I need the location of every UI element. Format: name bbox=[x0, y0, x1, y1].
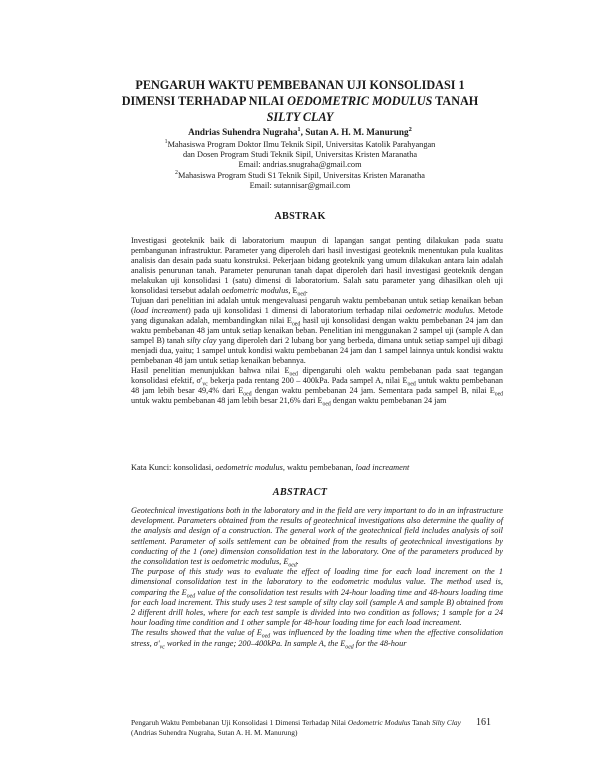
abstract-p3-sub-2: vc bbox=[159, 644, 165, 651]
abstract-p3-sub-1: oed bbox=[261, 634, 271, 641]
affiliation-2-sup: 2 bbox=[175, 169, 178, 176]
abstract-p2-sub: oed bbox=[186, 593, 196, 600]
affiliation-1-sup: 1 bbox=[164, 139, 168, 146]
page-number: 161 bbox=[476, 717, 491, 728]
abstrak-p3-sub-2: vc bbox=[202, 381, 208, 388]
abstrak-p2-c: . Metode yang digunakan adalah, membandingkan nilai E bbox=[131, 306, 503, 325]
abstract-p3-d: for the 48-hour bbox=[353, 638, 407, 648]
abstract-p1-text: Geotechnical investigations both in the laboratory and in the field are very important to do in an infrastructure development. Parameters obtained from the results of geotechnical investigations also determine the quality of the analysis and design of a construction. The general work of the geotechnical field includes analysis of soil settlement. Parameter of soils settlement can be obtained from the results of geotechnical investigations by conducting of the 1 (one) dimension consolidation test in the laboratory. One of the parameters produced by the consolidation test is oedometric modulus, E bbox=[131, 506, 503, 567]
affiliation-1-line-2: dan Dosen Program Studi Teknik Sipil, Universitas Kristen Maranatha bbox=[182, 150, 418, 160]
footer-line-1-italic-2: Silty Clay bbox=[431, 718, 461, 727]
abstrak-p2-b: ) pada uji konsolidasi 1 dimensi di laboratorium terhadap nilai bbox=[187, 306, 406, 315]
abstract-paragraph-3 bbox=[131, 628, 503, 651]
title-line-3-italic: SILTY CLAY bbox=[266, 110, 334, 124]
affiliation-2-email: Email: sutannisar@gmail.com bbox=[249, 180, 351, 190]
keyword-italic-2: load increament bbox=[355, 463, 410, 472]
abstract-p3-c: worked in the range; 200–400kPa. In sample A, the E bbox=[164, 638, 346, 648]
abstract-p1-end: . bbox=[296, 557, 299, 567]
footer-line-1-b: Tanah bbox=[410, 718, 432, 727]
author-2-sup: 2 bbox=[408, 125, 412, 133]
abstrak-body bbox=[131, 236, 503, 406]
affiliation-1-text: Mahasiswa Program Doktor Ilmu Teknik Sipil, Universitas Katolik Parahyangan bbox=[167, 140, 436, 149]
page-footer bbox=[131, 718, 503, 737]
abstrak-p2-e: yang diperoleh dari 2 lubang bor yang berbeda, dimana untuk setiap sampel uji dibagi menjadi dua, yaitu; 1 sampel untuk kondisi waktu pembebanan 24 jam dan 1 sampel lainnya untuk kondisi waktu pembebanan 48 jam untuk setiap kenaikan bebannya. bbox=[131, 336, 504, 365]
abstract-p3-a: The results showed that the value of E bbox=[131, 628, 262, 638]
keywords-mid: , waktu pembebanan, bbox=[282, 463, 356, 472]
abstrak-paragraph-3 bbox=[131, 366, 503, 406]
title-line-3 bbox=[100, 109, 500, 125]
footer-line-2: (Andrias Suhendra Nugraha, Sutan A. H. M. Manurung) bbox=[131, 727, 298, 737]
abstrak-p2-a: Tujuan dari penelitian ini adalah untuk mengevaluasi pengaruh waktu pembebanan untuk setiap kenaikan beban ( bbox=[131, 296, 503, 315]
title-line-2 bbox=[100, 93, 500, 109]
abstrak-paragraph-1 bbox=[131, 236, 503, 296]
footer-line-1-italic: Oedometric Modulus bbox=[347, 718, 411, 727]
keywords bbox=[131, 463, 503, 473]
author-separator: , bbox=[300, 127, 306, 137]
abstract-p3-b: was influenced by the loading time when the effective consolidation stress, σ' bbox=[131, 628, 503, 648]
abstrak-p3-sub-3: oed bbox=[407, 381, 416, 388]
keywords-label: Kata Kunci: konsolidasi, bbox=[131, 463, 216, 472]
abstract-p2-b: value of the consolidation test results with 24-hour loading time and 48-hours loading time for each load increment. This study uses 2 test sample of silty clay soil (sample A and sample B) obtained from 2 different drill holes, where for each test sample is divided into two condition as follows; 1 sample for a 24 hour loading time condition and 1 other sample for 48-hour loading time for each load increament. bbox=[131, 587, 503, 628]
abstract-p1-sub: oed bbox=[288, 562, 297, 569]
title-line-1: PENGARUH WAKTU PEMBEBANAN UJI KONSOLIDASI 1 bbox=[135, 78, 465, 92]
abstrak-p3-sub-4: oed bbox=[243, 391, 252, 398]
title-line-2-part-c: TANAH bbox=[432, 94, 479, 108]
abstrak-p3-g: dengan waktu pembebanan 24 jam bbox=[330, 396, 447, 405]
author-1-sup: 1 bbox=[297, 125, 301, 133]
abstrak-paragraph-2 bbox=[131, 296, 503, 366]
abstrak-p3-sub-6: oed bbox=[322, 401, 331, 408]
author-1: Andrias Suhendra Nugraha bbox=[188, 127, 298, 137]
title-line-2-part-a: DIMENSI TERHADAP NILAI bbox=[121, 94, 288, 108]
abstrak-p3-a: Hasil penelitian menunjukkan bahwa nilai E bbox=[131, 366, 290, 375]
affiliations bbox=[100, 140, 500, 191]
abstrak-p3-d: untuk waktu pembebanan 48 jam lebih besar 49,4% dari E bbox=[131, 376, 503, 395]
abstrak-p3-b: dipengaruhi oleh waktu pembebanan pada saat tegangan konsolidasi efektif, σ' bbox=[131, 366, 503, 385]
title-line-2-italic: OEDOMETRIC MODULUS bbox=[287, 94, 433, 108]
abstract-heading: ABSTRACT bbox=[272, 487, 328, 498]
abstrak-p1-italic: oedometric modulus bbox=[221, 286, 289, 295]
abstrak-p3-c: bekerja pada rentang 200 – 400kPa. Pada sampel A, nilai E bbox=[207, 376, 408, 385]
abstrak-p2-italic-1: load increament bbox=[133, 306, 188, 315]
abstract-p3-sub-3: oed bbox=[345, 644, 354, 651]
abstract-paragraph-1 bbox=[131, 506, 503, 567]
abstrak-p3-sub-1: oed bbox=[289, 371, 298, 378]
abstract-p2-a: The purpose of this study was to evaluate the effect of loading time for each load increment on the 1 dimensional consolidation test in the laboratory to the eodometric modulus value. The method used is, comparing the E bbox=[131, 567, 503, 597]
abstrak-p3-sub-5: oed bbox=[494, 391, 503, 398]
abstrak-p1-text: Investigasi geoteknik baik di laboratorium maupun di lapangan sangat penting dilakukan pada suatu pembangunan infrastruktur. Parameter yang diperoleh dari hasil investigasi geoteknik menentukan pula kualitas analisis dan desain pada suatu konstruksi. Pekerjaan bidang geoteknik yang umum dilakukan antara lain adalah analisis penurunan tanah. Parameter penurunan tanah dapat diperoleh dari hasil investigasi geoteknik dengan melakukan uji konsolidasi 1 (satu) dimensi di laboratorium. Salah satu parameter yang dihasilkan oleh uji konsolidasi tersebut adalah bbox=[131, 236, 503, 295]
footer-line-1-a: Pengaruh Waktu Pembebanan Uji Konsolidasi 1 Dimensi Terhadap Nilai bbox=[131, 718, 348, 727]
affiliation-1-email: Email: andrias.snugraha@gmail.com bbox=[238, 160, 362, 170]
abstrak-p3-f: untuk waktu pembebanan 48 jam lebih besar 21,6% dari E bbox=[131, 396, 323, 405]
abstract-paragraph-2 bbox=[131, 567, 503, 628]
abstrak-p2-sub: oed bbox=[291, 321, 301, 328]
abstract-body bbox=[131, 506, 503, 649]
abstrak-p2-italic-2: oedometric modulus bbox=[405, 306, 473, 315]
abstrak-p1-end-b: . bbox=[305, 286, 308, 295]
footer-line-1 bbox=[131, 718, 503, 728]
author-2: Sutan A. H. M. Manurung bbox=[305, 127, 409, 137]
affiliation-1-line-1 bbox=[100, 140, 500, 150]
abstrak-p1-sub: oed bbox=[297, 291, 306, 298]
abstrak-p1-end-a: , E bbox=[288, 286, 298, 295]
keyword-italic-1: oedometric modulus bbox=[215, 463, 283, 472]
affiliation-2-text: Mahasiswa Program Studi S1 Teknik Sipil, Universitas Kristen Maranatha bbox=[177, 170, 425, 180]
author-list bbox=[100, 126, 500, 138]
abstrak-heading: ABSTRAK bbox=[274, 211, 326, 222]
affiliation-2-line-1 bbox=[100, 171, 500, 181]
abstrak-p2-italic-3: silty clay bbox=[186, 336, 217, 345]
abstrak-p3-e: dengan waktu pembebanan 24 jam. Sementara pada sampel B, nilai E bbox=[251, 386, 495, 395]
paper-title bbox=[100, 77, 500, 125]
abstrak-p2-d: hasil uji konsolidasi dengan waktu pembebanan 24 jam dan waktu pembebanan 48 jam untuk setiap kenaikan beban. Penelitian ini menggunakan 2 sampel uji (sample A dan sampel B) tanah bbox=[131, 316, 504, 345]
